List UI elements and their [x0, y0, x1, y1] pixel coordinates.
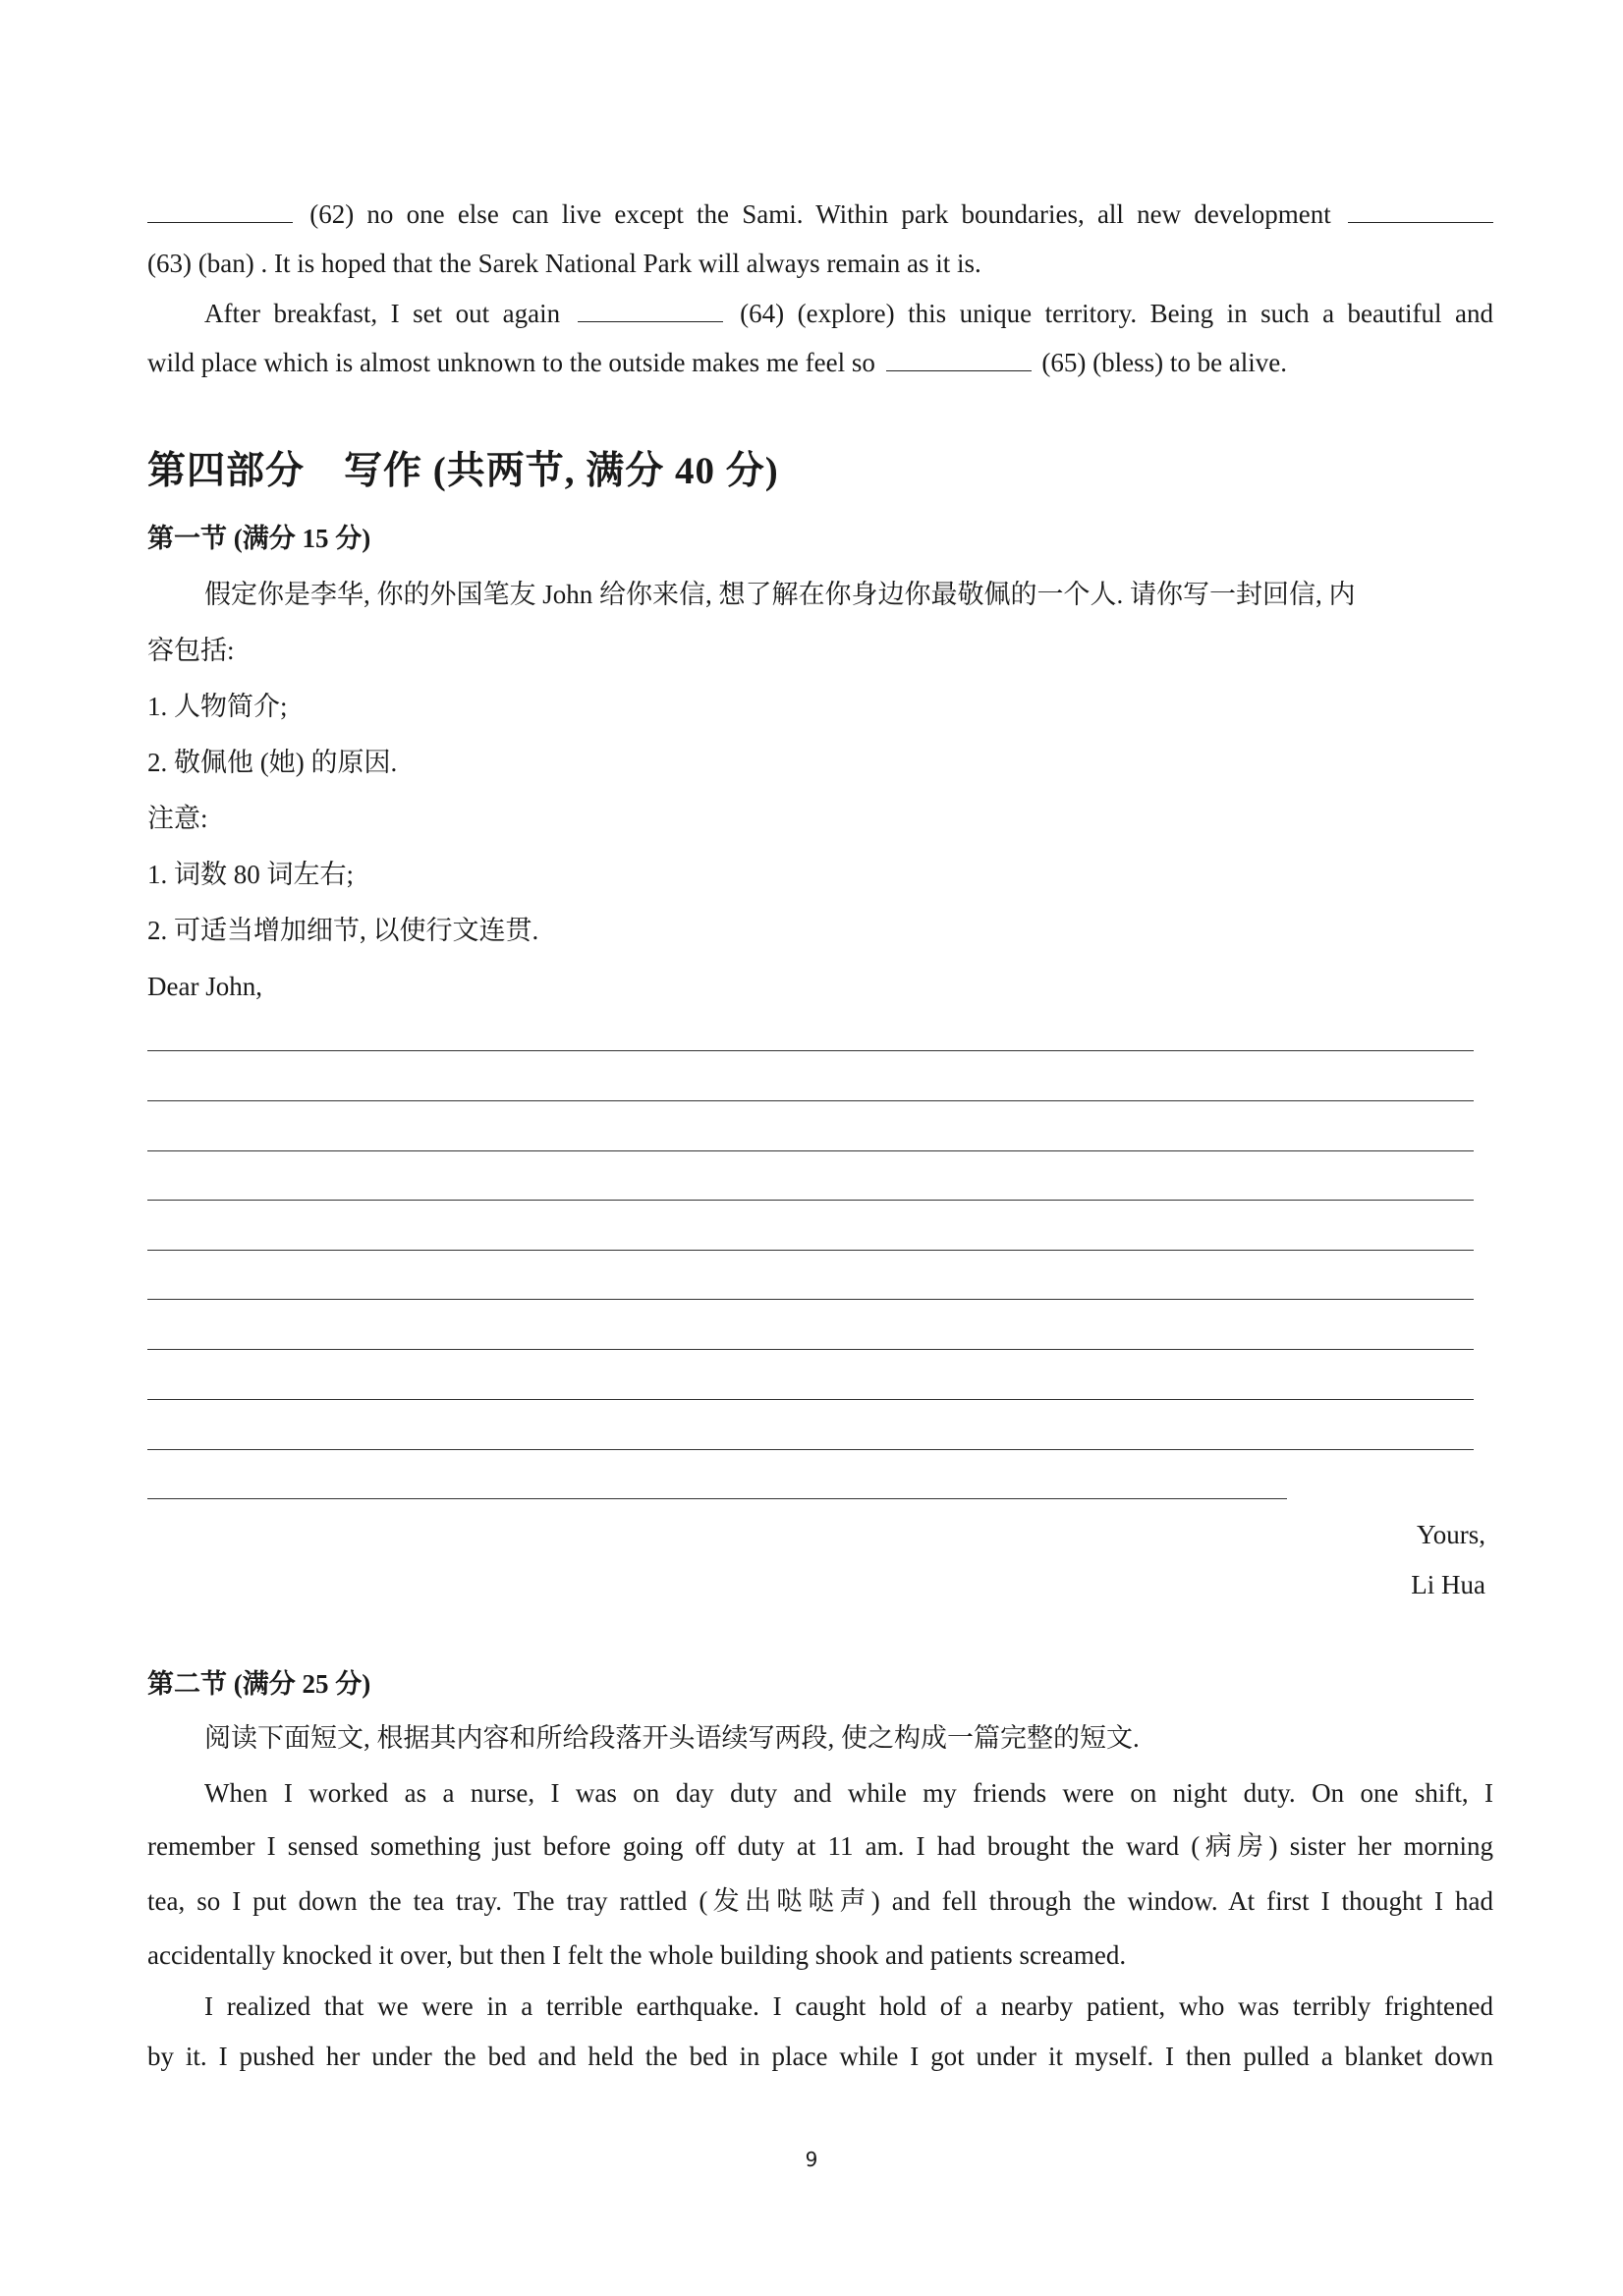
note-item-1: 1. 词数 80 词左右; [147, 860, 355, 889]
part-heading: 第四部分 写作 (共两节, 满分 40 分) [147, 450, 779, 492]
writing-line[interactable] [147, 1100, 1474, 1101]
writing-line[interactable] [147, 1150, 1474, 1151]
passage-text: (64) (explore) this unique territory. Being in such a beautiful and [740, 299, 1494, 328]
passage-text: wild place which is almost unknown to the outside makes me feel so [147, 348, 875, 377]
writing-line[interactable] [147, 1299, 1474, 1300]
writing-line[interactable] [147, 1399, 1474, 1400]
writing-line[interactable] [147, 1349, 1474, 1350]
story-p1-line-4: accidentally knocked it over, but then I felt the whole building shook and patients screamed. [147, 1940, 1127, 1970]
page-number: 9 [805, 2148, 818, 2171]
note-label: 注意: [147, 804, 208, 833]
story-p1-line-2: remember I sensed something just before going off duty at 11 am. I had brought the ward (病房) sister her morning [147, 1831, 1493, 1861]
letter-salutation: Dear John, [147, 972, 262, 1001]
story-p2-line-2: by it. I pushed her under the bed and held the bed in place while I got under it myself. I then pulled a blanket down [147, 2042, 1493, 2071]
writing-line-last[interactable] [147, 1498, 1287, 1499]
passage-line-3 [204, 297, 1493, 330]
passage-text: (65) (bless) to be alive. [1041, 348, 1288, 377]
story-p1-line-1: When I worked as a nurse, I was on day duty and while my friends were on night duty. On one shift, I [204, 1778, 1493, 1808]
requirement-item-2: 2. 敬佩他 (她) 的原因. [147, 748, 398, 777]
answer-blank-63[interactable] [1348, 198, 1493, 223]
note-item-2: 2. 可适当增加细节, 以使行文连贯. [147, 916, 539, 945]
writing-line[interactable] [147, 1050, 1474, 1051]
answer-blank-65[interactable] [886, 347, 1032, 371]
section2-heading: 第二节 (满分 25 分) [147, 1669, 371, 1699]
letter-closing: Yours, [1416, 1520, 1485, 1549]
story-p1-line-3: tea, so I put down the tea tray. The tray rattled (发出哒哒声) and fell through the window. At first I thought I had [147, 1886, 1493, 1916]
blank-number-62: (62) [309, 199, 355, 229]
passage-text: After breakfast, I set out again [204, 299, 561, 328]
story-p2-line-1: I realized that we were in a terrible earthquake. I caught hold of a nearby patient, who was terribly frightened [204, 1991, 1493, 2021]
letter-signature: Li Hua [1411, 1570, 1485, 1599]
writing-line[interactable] [147, 1250, 1474, 1251]
answer-blank-62[interactable] [147, 198, 293, 223]
writing-line[interactable] [147, 1200, 1474, 1201]
passage-line-2: (63) (ban) . It is hoped that the Sarek National Park will always remain as it is. [147, 249, 981, 278]
requirement-item-1: 1. 人物简介; [147, 692, 288, 721]
prompt-line-2: 容包括: [147, 636, 235, 665]
section2-instruction: 阅读下面短文, 根据其内容和所给段落开头语续写两段, 使之构成一篇完整的短文. [204, 1723, 1140, 1753]
writing-line[interactable] [147, 1449, 1474, 1450]
passage-line-1 [147, 197, 1493, 231]
answer-blank-64[interactable] [578, 298, 723, 322]
section1-heading: 第一节 (满分 15 分) [147, 524, 371, 553]
passage-text: no one else can live except the Sami. Within park boundaries, all new development [366, 199, 1331, 229]
passage-line-4 [147, 346, 1493, 379]
prompt-line-1: 假定你是李华, 你的外国笔友 John 给你来信, 想了解在你身边你最敬佩的一个人. 请你写一封回信, 内 [204, 580, 1356, 609]
